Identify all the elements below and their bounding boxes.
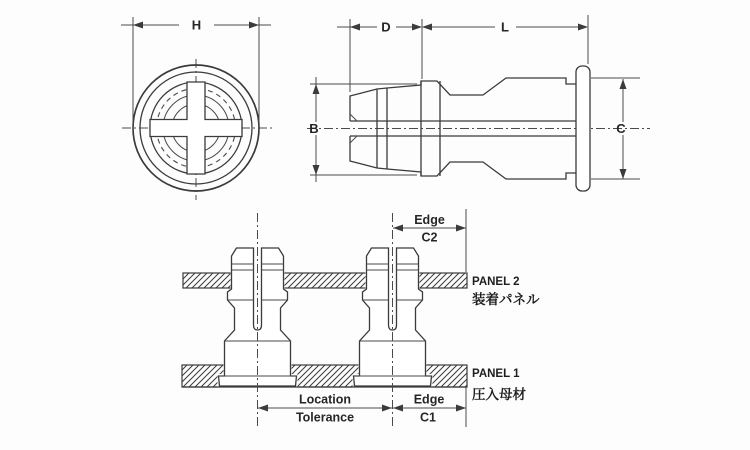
tip-chamfer-top <box>350 114 357 121</box>
location-arrow-right-icon <box>382 405 392 412</box>
c2-arrow-right-icon <box>456 225 466 232</box>
l-arrow-right-icon <box>578 24 588 31</box>
panel1-en-label: PANEL 1 <box>472 368 520 380</box>
edge-top-label: Edge <box>414 213 445 227</box>
dim-l-label: L <box>501 19 509 35</box>
install-view <box>182 209 540 428</box>
panel-2 <box>183 273 467 288</box>
d-arrow-right-icon <box>412 24 422 31</box>
c2-arrow-left-icon <box>393 225 403 232</box>
c1-arrow-right-icon <box>456 405 466 412</box>
panel2-jp-label: 装着パネル <box>472 292 540 307</box>
h-arrow-left-icon <box>133 22 143 29</box>
panel1-jp-label: 圧入母材 <box>472 387 526 402</box>
dim-b-label: B <box>309 121 319 136</box>
c-arrow-up-icon <box>620 79 627 89</box>
dim-h-label: H <box>191 17 202 33</box>
b-arrow-down-icon <box>313 165 320 175</box>
c-arrow-down-icon <box>620 169 627 179</box>
c2-label: C2 <box>421 230 438 245</box>
side-profile-bottom <box>350 136 576 179</box>
side-flange <box>576 66 590 191</box>
dim-c-label: C <box>616 121 626 136</box>
b-arrow-up-icon <box>313 84 320 94</box>
location-arrow-left-icon <box>258 405 268 412</box>
tip-chamfer-bottom <box>350 136 357 143</box>
d-arrow-left-icon <box>350 24 360 31</box>
edge-bottom-label: Edge <box>413 392 445 407</box>
tolerance-label: Tolerance <box>295 410 355 425</box>
c1-label: C1 <box>420 410 436 425</box>
installed-fastener-left <box>219 213 297 428</box>
panel2-en-label: PANEL 2 <box>472 276 520 288</box>
location-label: Location <box>298 392 352 407</box>
front-view <box>121 17 272 200</box>
h-arrow-right-icon <box>249 22 259 29</box>
l-arrow-left-icon <box>422 24 432 31</box>
c1-arrow-left-icon <box>393 405 403 412</box>
dim-d-label: D <box>381 19 391 35</box>
side-view <box>307 15 650 191</box>
